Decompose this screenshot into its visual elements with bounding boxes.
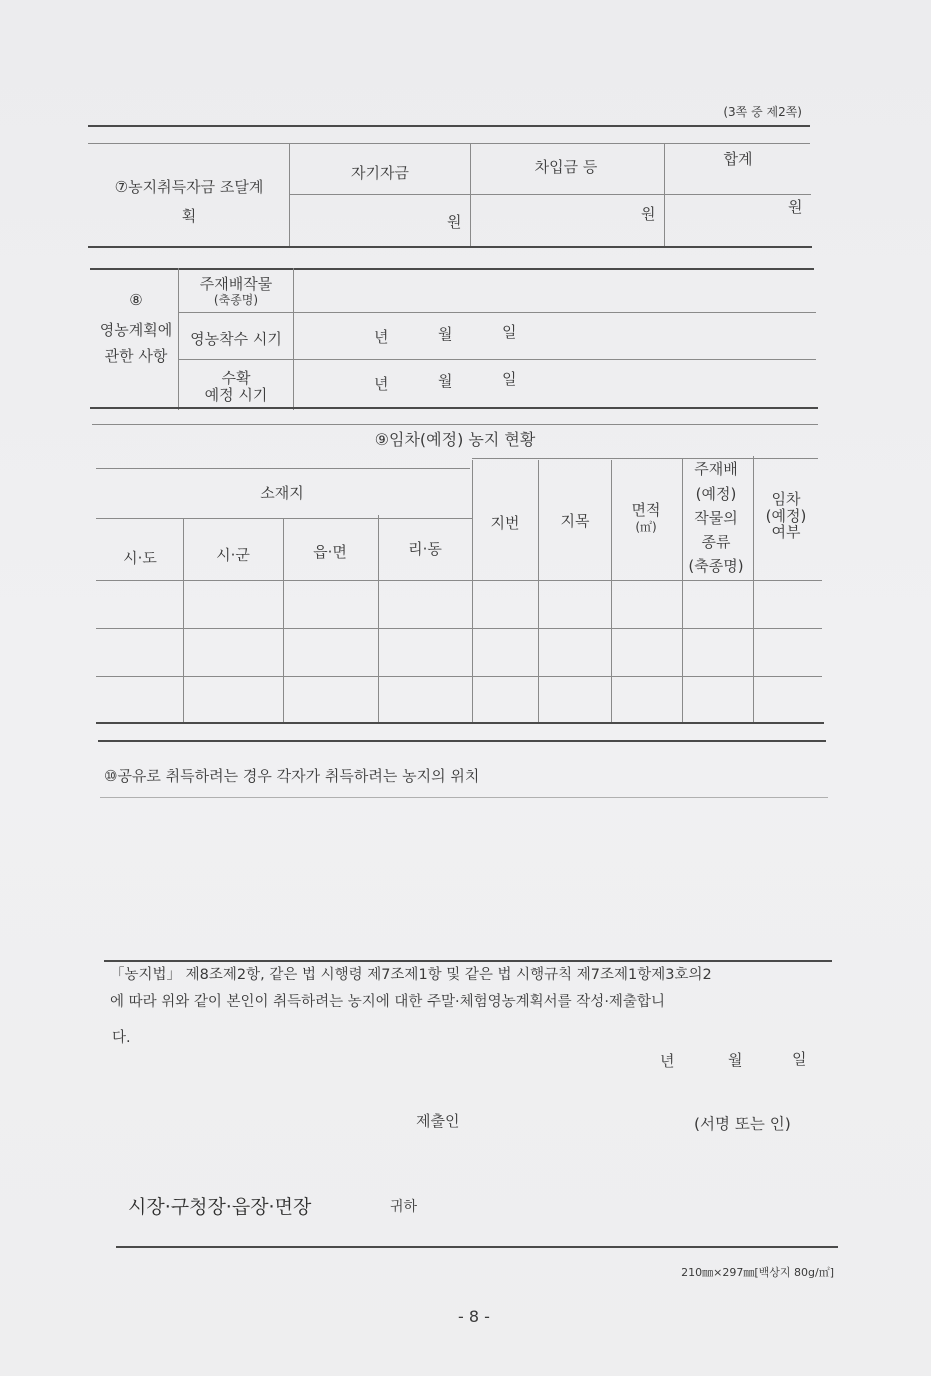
harvest-label: 수확	[221, 369, 251, 387]
lease-title: ⑨임차(예정) 농지 현황	[374, 430, 536, 449]
main-crop-label: 주재배작물	[199, 275, 273, 293]
farming-plan-label-cont: 관한 사항	[104, 347, 168, 365]
total-unit: 원	[788, 198, 803, 216]
page-indicator: (3쪽 중 제2쪽)	[723, 105, 802, 119]
col-crop-5: (축종명)	[688, 557, 744, 575]
farming-start-month: 월	[438, 325, 453, 343]
col-lease-1: 임차	[771, 490, 801, 508]
col-lease-2: (예정)	[765, 507, 807, 525]
col-crop-4: 종류	[701, 533, 731, 551]
funding-label: ⑦농지취득자금 조달계	[114, 178, 264, 196]
harvest-label-cont: 예정 시기	[204, 386, 268, 404]
col-sigun: 시·군	[216, 546, 250, 564]
farming-plan-label: 영농계획에	[99, 321, 173, 339]
col-eupmyeon: 읍·면	[313, 543, 347, 561]
col-lot-number: 지번	[490, 514, 520, 532]
paper-spec: 210㎜×297㎜[백상지 80g/㎡]	[681, 1266, 834, 1279]
submitter-label: 제출인	[416, 1112, 460, 1130]
own-funds-unit: 원	[447, 213, 462, 231]
page-number: - 8 -	[458, 1307, 490, 1326]
loan-header: 차입금 등	[534, 158, 598, 176]
location-header: 소재지	[260, 484, 304, 502]
farming-start-year: 년	[374, 328, 389, 346]
own-funds-header: 자기자금	[351, 164, 409, 182]
harvest-year: 년	[374, 375, 389, 393]
col-land-category: 지목	[560, 512, 590, 530]
funding-label-cont: 획	[181, 207, 197, 225]
addressee-name: 시장·구청장·읍장·면장	[128, 1196, 312, 1218]
col-lease-3: 여부	[771, 523, 801, 541]
farming-start-day: 일	[502, 323, 517, 341]
declaration-month: 월	[728, 1051, 743, 1069]
col-sido: 시·도	[123, 549, 157, 567]
col-crop-3: 작물의	[694, 509, 738, 527]
declaration-line-2: 에 따라 위와 같이 본인이 취득하려는 농지에 대한 주말·체험영농계획서를 작성·제출합니	[110, 994, 665, 1010]
shared-acquisition-label: ⑩공유로 취득하려는 경우 각자가 취득하려는 농지의 위치	[104, 767, 480, 785]
rule-top	[88, 125, 810, 127]
col-area: 면적	[631, 501, 661, 519]
col-crop-2: (예정)	[695, 485, 737, 503]
col-area-unit: (㎡)	[635, 520, 657, 534]
col-crop-1: 주재배	[694, 460, 738, 478]
declaration-line-3: 다.	[112, 1030, 131, 1046]
declaration-year: 년	[660, 1052, 675, 1070]
addressee-honorific: 귀하	[390, 1199, 418, 1215]
col-ridong: 리·동	[408, 540, 442, 558]
harvest-day: 일	[502, 370, 517, 388]
signature-label: (서명 또는 인)	[694, 1115, 791, 1133]
harvest-month: 월	[438, 372, 453, 390]
declaration-line-1: 「농지법」 제8조제2항, 같은 법 시행령 제7조제1항 및 같은 법 시행규칙 제7조제1항제3호의2	[110, 967, 712, 983]
main-crop-sublabel: (축종명)	[213, 293, 259, 307]
loan-unit: 원	[641, 205, 656, 223]
declaration-day: 일	[792, 1050, 807, 1068]
farming-start-label: 영농착수 시기	[190, 330, 282, 348]
farming-plan-number: ⑧	[129, 291, 143, 309]
total-header: 합계	[723, 150, 753, 168]
